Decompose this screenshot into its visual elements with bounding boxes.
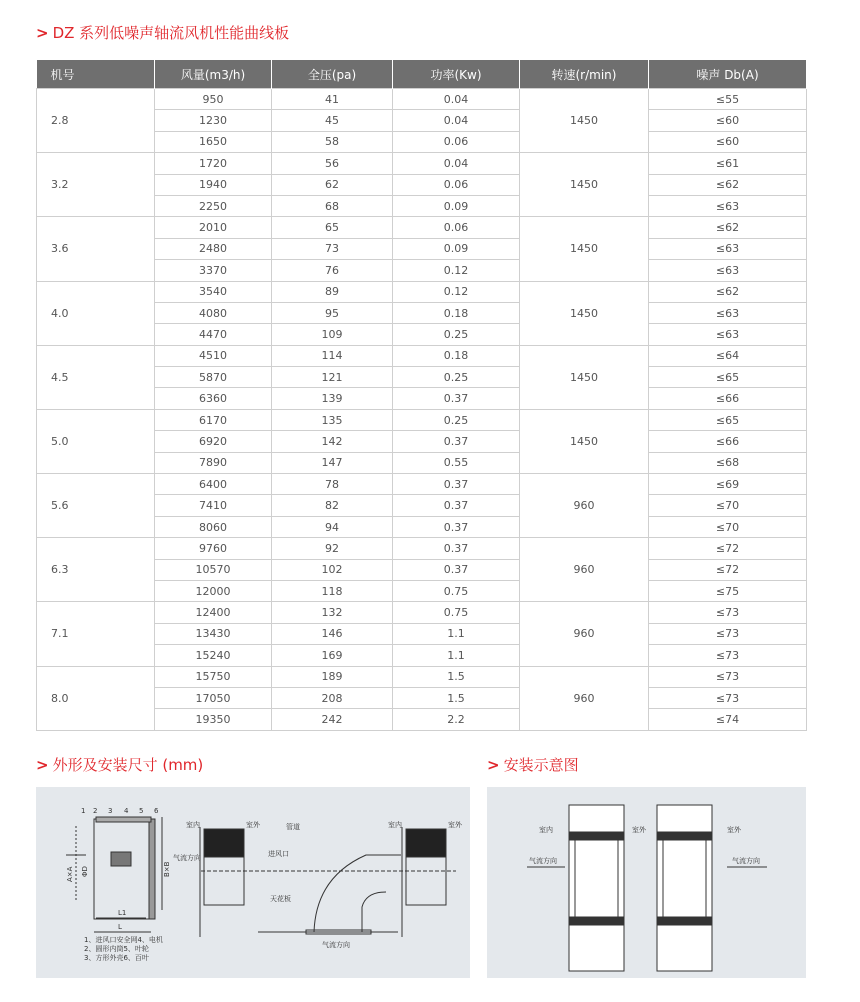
noise-cell: ≤69 — [649, 474, 807, 495]
pressure-cell: 147 — [272, 452, 393, 473]
noise-cell: ≤72 — [649, 559, 807, 580]
airflow-cell: 1230 — [155, 110, 272, 131]
power-cell: 1.1 — [393, 645, 520, 666]
pressure-cell: 68 — [272, 195, 393, 216]
airflow-cell: 4510 — [155, 345, 272, 366]
pressure-cell: 89 — [272, 281, 393, 302]
power-cell: 1.5 — [393, 666, 520, 687]
noise-cell: ≤74 — [649, 709, 807, 730]
column-header: 机号 — [37, 60, 155, 89]
power-cell: 0.37 — [393, 559, 520, 580]
power-cell: 0.37 — [393, 388, 520, 409]
airflow-cell: 17050 — [155, 687, 272, 708]
label-indoor: 室内 — [388, 821, 402, 829]
power-cell: 0.25 — [393, 409, 520, 430]
airflow-cell: 13430 — [155, 623, 272, 644]
table-row — [37, 602, 807, 623]
table-section-title: > DZ 系列低噪声轴流风机性能曲线板 — [36, 24, 290, 42]
pressure-cell: 56 — [272, 153, 393, 174]
pressure-cell: 132 — [272, 602, 393, 623]
table-row — [37, 409, 807, 430]
label-outdoor: 室外 — [246, 821, 260, 829]
noise-cell: ≤63 — [649, 324, 807, 345]
table-row — [37, 666, 807, 687]
speed-cell: 1450 — [520, 153, 649, 217]
table-row — [37, 345, 807, 366]
model: 7.1 — [37, 602, 155, 666]
power-cell: 2.2 — [393, 709, 520, 730]
dim-bxb: B×B — [163, 861, 171, 877]
noise-cell: ≤63 — [649, 195, 807, 216]
part-num: 6 — [154, 807, 159, 815]
power-cell: 0.12 — [393, 281, 520, 302]
noise-cell: ≤68 — [649, 452, 807, 473]
column-header: 噪声 Db(A) — [649, 60, 807, 89]
pressure-cell: 92 — [272, 538, 393, 559]
dim-section-title: > 外形及安装尺寸 (mm) — [36, 756, 204, 774]
airflow-cell: 12000 — [155, 580, 272, 601]
part-num: 1 — [81, 807, 86, 815]
power-cell: 0.37 — [393, 474, 520, 495]
airflow-cell: 10570 — [155, 559, 272, 580]
noise-cell: ≤73 — [649, 602, 807, 623]
label-duct: 管道 — [286, 823, 300, 831]
airflow-cell: 9760 — [155, 538, 272, 559]
power-cell: 0.09 — [393, 238, 520, 259]
speed-cell: 1450 — [520, 281, 649, 345]
noise-cell: ≤70 — [649, 495, 807, 516]
airflow-cell: 2250 — [155, 195, 272, 216]
column-header: 全压(pa) — [272, 60, 393, 89]
speed-cell: 960 — [520, 602, 649, 666]
airflow-cell: 7410 — [155, 495, 272, 516]
pressure-cell: 65 — [272, 217, 393, 238]
model: 3.2 — [37, 153, 155, 217]
noise-cell: ≤70 — [649, 516, 807, 537]
power-cell: 0.37 — [393, 538, 520, 559]
noise-cell: ≤73 — [649, 666, 807, 687]
power-cell: 0.04 — [393, 89, 520, 110]
dim-l1: L1 — [118, 909, 127, 917]
airflow-cell: 6920 — [155, 431, 272, 452]
airflow-cell: 950 — [155, 89, 272, 110]
table-row — [37, 89, 807, 110]
pressure-cell: 114 — [272, 345, 393, 366]
pressure-cell: 76 — [272, 260, 393, 281]
power-cell: 0.06 — [393, 217, 520, 238]
power-cell: 0.37 — [393, 431, 520, 452]
noise-cell: ≤63 — [649, 260, 807, 281]
power-cell: 1.5 — [393, 687, 520, 708]
power-cell: 0.12 — [393, 260, 520, 281]
speed-cell: 1450 — [520, 409, 649, 473]
power-cell: 1.1 — [393, 623, 520, 644]
dimension-diagram — [36, 787, 470, 978]
noise-cell: ≤66 — [649, 431, 807, 452]
performance-table — [36, 60, 807, 731]
airflow-cell: 19350 — [155, 709, 272, 730]
airflow-cell: 12400 — [155, 602, 272, 623]
title-text: DZ 系列低噪声轴流风机性能曲线板 — [52, 24, 290, 42]
noise-cell: ≤61 — [649, 153, 807, 174]
dim-d: ΦD — [81, 866, 89, 877]
legend-line: 3、方形外壳6、百叶 — [84, 954, 149, 962]
model: 4.5 — [37, 345, 155, 409]
power-cell: 0.06 — [393, 174, 520, 195]
power-cell: 0.04 — [393, 110, 520, 131]
speed-cell: 960 — [520, 666, 649, 730]
column-header: 转速(r/min) — [520, 60, 649, 89]
pressure-cell: 109 — [272, 324, 393, 345]
dim-axa: A×A — [66, 866, 74, 882]
noise-cell: ≤64 — [649, 345, 807, 366]
power-cell: 0.37 — [393, 495, 520, 516]
power-cell: 0.06 — [393, 131, 520, 152]
power-cell: 0.75 — [393, 580, 520, 601]
table-header — [37, 60, 807, 89]
label-inlet: 进风口 — [268, 850, 289, 858]
power-cell: 0.25 — [393, 367, 520, 388]
airflow-cell: 6400 — [155, 474, 272, 495]
noise-cell: ≤60 — [649, 110, 807, 131]
noise-cell: ≤62 — [649, 217, 807, 238]
airflow-cell: 6170 — [155, 409, 272, 430]
speed-cell: 960 — [520, 474, 649, 538]
dim-l: L — [118, 923, 122, 931]
pressure-cell: 118 — [272, 580, 393, 601]
install-section-title: > 安装示意图 — [487, 756, 579, 774]
pressure-cell: 45 — [272, 110, 393, 131]
airflow-cell: 15750 — [155, 666, 272, 687]
power-cell: 0.25 — [393, 324, 520, 345]
part-num: 2 — [93, 807, 98, 815]
power-cell: 0.37 — [393, 516, 520, 537]
label-airflow: 气流方向 — [173, 854, 201, 862]
power-cell: 0.75 — [393, 602, 520, 623]
table-row — [37, 153, 807, 174]
model: 3.6 — [37, 217, 155, 281]
legend-line: 1、进风口安全网4、电机 — [84, 936, 163, 944]
label-outdoor: 室外 — [448, 821, 462, 829]
pressure-cell: 94 — [272, 516, 393, 537]
part-num: 4 — [124, 807, 129, 815]
airflow-cell: 3540 — [155, 281, 272, 302]
power-cell: 0.18 — [393, 302, 520, 323]
noise-cell: ≤72 — [649, 538, 807, 559]
label-ceiling: 天花板 — [270, 895, 291, 903]
pressure-cell: 135 — [272, 409, 393, 430]
pressure-cell: 41 — [272, 89, 393, 110]
airflow-cell: 15240 — [155, 645, 272, 666]
pressure-cell: 82 — [272, 495, 393, 516]
airflow-cell: 4470 — [155, 324, 272, 345]
airflow-cell: 8060 — [155, 516, 272, 537]
noise-cell: ≤75 — [649, 580, 807, 601]
pressure-cell: 208 — [272, 687, 393, 708]
model: 6.3 — [37, 538, 155, 602]
airflow-cell: 3370 — [155, 260, 272, 281]
table-row — [37, 281, 807, 302]
noise-cell: ≤65 — [649, 367, 807, 388]
label-outdoor: 室外 — [727, 826, 741, 834]
noise-cell: ≤73 — [649, 623, 807, 644]
table-row — [37, 538, 807, 559]
pressure-cell: 95 — [272, 302, 393, 323]
install-title-text: 安装示意图 — [503, 756, 579, 774]
model: 8.0 — [37, 666, 155, 730]
noise-cell: ≤63 — [649, 302, 807, 323]
pressure-cell: 189 — [272, 666, 393, 687]
model: 2.8 — [37, 89, 155, 153]
pressure-cell: 169 — [272, 645, 393, 666]
noise-cell: ≤60 — [649, 131, 807, 152]
pressure-cell: 62 — [272, 174, 393, 195]
dimension-diagram-panel — [36, 787, 470, 978]
airflow-cell: 1650 — [155, 131, 272, 152]
power-cell: 0.09 — [393, 195, 520, 216]
airflow-cell: 2010 — [155, 217, 272, 238]
column-header: 功率(Kw) — [393, 60, 520, 89]
column-header: 风量(m3/h) — [155, 60, 272, 89]
label-outdoor: 室外 — [632, 826, 646, 834]
pressure-cell: 142 — [272, 431, 393, 452]
part-num: 3 — [108, 807, 113, 815]
part-num: 5 — [139, 807, 144, 815]
noise-cell: ≤62 — [649, 174, 807, 195]
noise-cell: ≤65 — [649, 409, 807, 430]
noise-cell: ≤63 — [649, 238, 807, 259]
pressure-cell: 73 — [272, 238, 393, 259]
pressure-cell: 102 — [272, 559, 393, 580]
airflow-cell: 7890 — [155, 452, 272, 473]
speed-cell: 1450 — [520, 345, 649, 409]
pressure-cell: 78 — [272, 474, 393, 495]
noise-cell: ≤66 — [649, 388, 807, 409]
pressure-cell: 58 — [272, 131, 393, 152]
speed-cell: 1450 — [520, 89, 649, 153]
noise-cell: ≤73 — [649, 687, 807, 708]
pressure-cell: 242 — [272, 709, 393, 730]
noise-cell: ≤55 — [649, 89, 807, 110]
airflow-cell: 5870 — [155, 367, 272, 388]
noise-cell: ≤62 — [649, 281, 807, 302]
speed-cell: 960 — [520, 538, 649, 602]
airflow-cell: 6360 — [155, 388, 272, 409]
airflow-cell: 4080 — [155, 302, 272, 323]
label-airflow-down: 气流方向 — [322, 941, 350, 949]
install-diagram-panel — [487, 787, 806, 978]
pressure-cell: 139 — [272, 388, 393, 409]
table-row — [37, 217, 807, 238]
airflow-cell: 1940 — [155, 174, 272, 195]
pressure-cell: 146 — [272, 623, 393, 644]
install-diagram — [487, 787, 806, 978]
legend-line: 2、圆形内筒5、叶轮 — [84, 945, 149, 953]
label-airflow: 气流方向 — [732, 857, 760, 865]
pressure-cell: 121 — [272, 367, 393, 388]
table-row — [37, 474, 807, 495]
dim-title-text: 外形及安装尺寸 (mm) — [52, 756, 204, 774]
noise-cell: ≤73 — [649, 645, 807, 666]
power-cell: 0.04 — [393, 153, 520, 174]
model: 5.6 — [37, 474, 155, 538]
model: 4.0 — [37, 281, 155, 345]
label-indoor: 室内 — [186, 821, 200, 829]
airflow-cell: 2480 — [155, 238, 272, 259]
power-cell: 0.18 — [393, 345, 520, 366]
label-airflow: 气流方向 — [529, 857, 557, 865]
label-indoor: 室内 — [539, 826, 553, 834]
airflow-cell: 1720 — [155, 153, 272, 174]
power-cell: 0.55 — [393, 452, 520, 473]
speed-cell: 1450 — [520, 217, 649, 281]
model: 5.0 — [37, 409, 155, 473]
